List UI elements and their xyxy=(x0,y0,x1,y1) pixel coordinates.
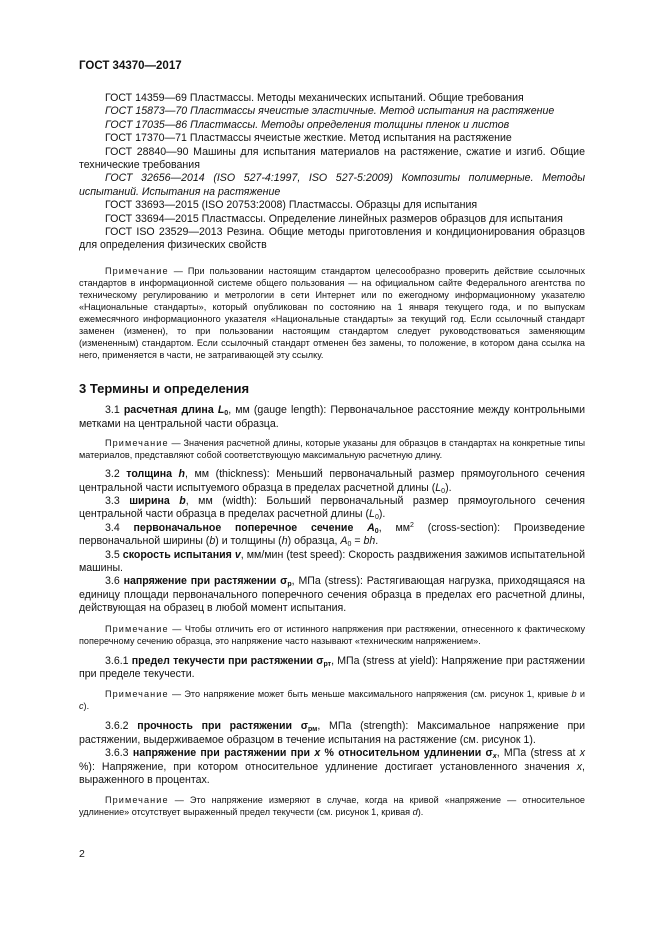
term-3-6-2: 3.6.2 прочность при растяжении $\sigma_{рм}$, МПа (strength): Максимальное напряжение при растяжении, выдерживаемое образцом в течение испытания на растяжение (см. рисунок 1). xyxy=(79,720,585,746)
note-yield-stress: Примечание — Это напряжение может быть меньше максимального напряжения (см. рисунок 1, кривые b и c). xyxy=(79,689,585,712)
term-3-5: 3.5 скорость испытания v, мм/мин (test speed): Скорость раздвижения зажимов испытательной машины. xyxy=(79,548,585,574)
term-3-1: 3.1 расчетная длина $L_0$, мм (gauge length): Первоначальное расстояние между контрольными метками на центральной части образца. xyxy=(79,404,586,430)
section-title: 3 Термины и определения xyxy=(79,380,250,396)
note-gauge-length: Примечание — Значения расчетной длины, которые указаны для образцов в стандартах на конкретные типы материалов, представляют собой соответствующую максимальную расчетную длину. xyxy=(79,438,585,461)
ref-gost-17035: ГОСТ 17035—86 Пластмассы. Методы определения толщины пленок и листов xyxy=(105,118,510,131)
term-3-6-3: 3.6.3 напряжение при растяжении при x % относительном удлинении $\sigma_x$, МПа (stress at x %): Напряжение, при котором относительное удлинение достигает установленного значения x, выраженного в процентах. xyxy=(79,747,586,786)
term-3-4: 3.4 первоначальное поперечное сечение $A_0$, $мм^2$ (cross-section): Произведение первоначальной ширины (b) и толщины (h) образца, $A_0$ = bh. xyxy=(79,521,585,549)
page-number: 2 xyxy=(79,848,85,860)
ref-gost-28840: ГОСТ 28840—90 Машины для испытания материалов на растяжение, сжатие и изгиб. Общие технические требования xyxy=(79,145,585,172)
note-text: — При пользовании настоящим стандартом целесообразно проверить действие ссылочных стандартов в информационной системе общего пользования — на официальном сайте Федерального агентства по техническому регулированию и метрологии в сети Интернет или по ежегодному информационному указателю «Национальные стандарты», который опубликован по состоянию на 1 января текущего года, и по выпускам ежемесячного информационного указателя «Национальные стандарты» за текущий год. Если ссылочный стандарт заменен (изменен), то при пользовании настоящим стандартом следует руководствоваться заменяющим (измененным) стандартом. Если ссылочный стандарт отменен без замены, то положение, в котором дана ссылка на него, применяется в части, не затрагивающей эту ссылку. xyxy=(79,265,585,360)
note-references xyxy=(79,265,585,361)
term-3-6-1: 3.6.1 предел текучести при растяжении $\sigma_{рт}$, МПа (stress at yield): Напряжение при растяжении при пределе текучести. xyxy=(79,654,586,680)
note-stress-at-x: Примечание — Это напряжение измеряют в случае, когда на кривой «напряжение — относительное удлинение» отсутствует выраженный предел текучести (см. рисунок 1, кривая d). xyxy=(79,795,585,818)
term-3-3: 3.3 ширина b, мм (width): Больший первоначальный размер прямоугольного сечения центральной части образца в пределах расчетной длины $(L_0)$. xyxy=(79,494,586,522)
note-engineering-stress: Примечание — Чтобы отличить его от истинного напряжения при растяжении, отнесенного к фактическому поперечному сечению образца, это напряжение часто называют «техническим напряжением». xyxy=(79,623,585,646)
ref-gost-14359: ГОСТ 14359—69 Пластмассы. Методы механических испытаний. Общие требования xyxy=(105,92,524,104)
ref-gost-32656: ГОСТ 32656—2014 (ISO 527-4:1997, ISO 527-5:2009) Композиты полимерные. Методы испытаний. Испытания на растяжение xyxy=(79,172,585,198)
page-body xyxy=(79,92,585,818)
document-header: ГОСТ 34370—2017 xyxy=(79,60,182,72)
ref-gost-17370: ГОСТ 17370—71 Пластмассы ячеистые жесткие. Метод испытания на растяжение xyxy=(105,132,512,145)
term-3-6: 3.6 напряжение при растяжении $\sigma_р$, МПа (stress): Растягивающая нагрузка, приходящаяся на единицу площади первоначального поперечного сечения образца в пределах его расчетной длины, действующая на образец в любой момент испытания. xyxy=(79,575,585,615)
term-3-2: 3.2 толщина h, мм (thickness): Меньший первоначальный размер прямоугольного сечения центральной части испытуемого образца в пределах расчетной длины $(L_0)$. xyxy=(79,468,586,495)
ref-gost-iso-23529: ГОСТ ISO 23529—2013 Резина. Общие методы приготовления и кондиционирования образцов для определения физических свойств xyxy=(79,226,585,252)
note-label: Примечание xyxy=(105,265,169,276)
ref-gost-33693: ГОСТ 33693—2015 (ISO 20753:2008) Пластмассы. Образцы для испытания xyxy=(105,199,478,212)
ref-gost-33694: ГОСТ 33694—2015 Пластмассы. Определение линейных размеров образцов для испытания xyxy=(105,212,563,225)
ref-gost-15873: ГОСТ 15873—70 Пластмассы ячеистые эластичные. Метод испытания на растяжение xyxy=(105,105,555,118)
